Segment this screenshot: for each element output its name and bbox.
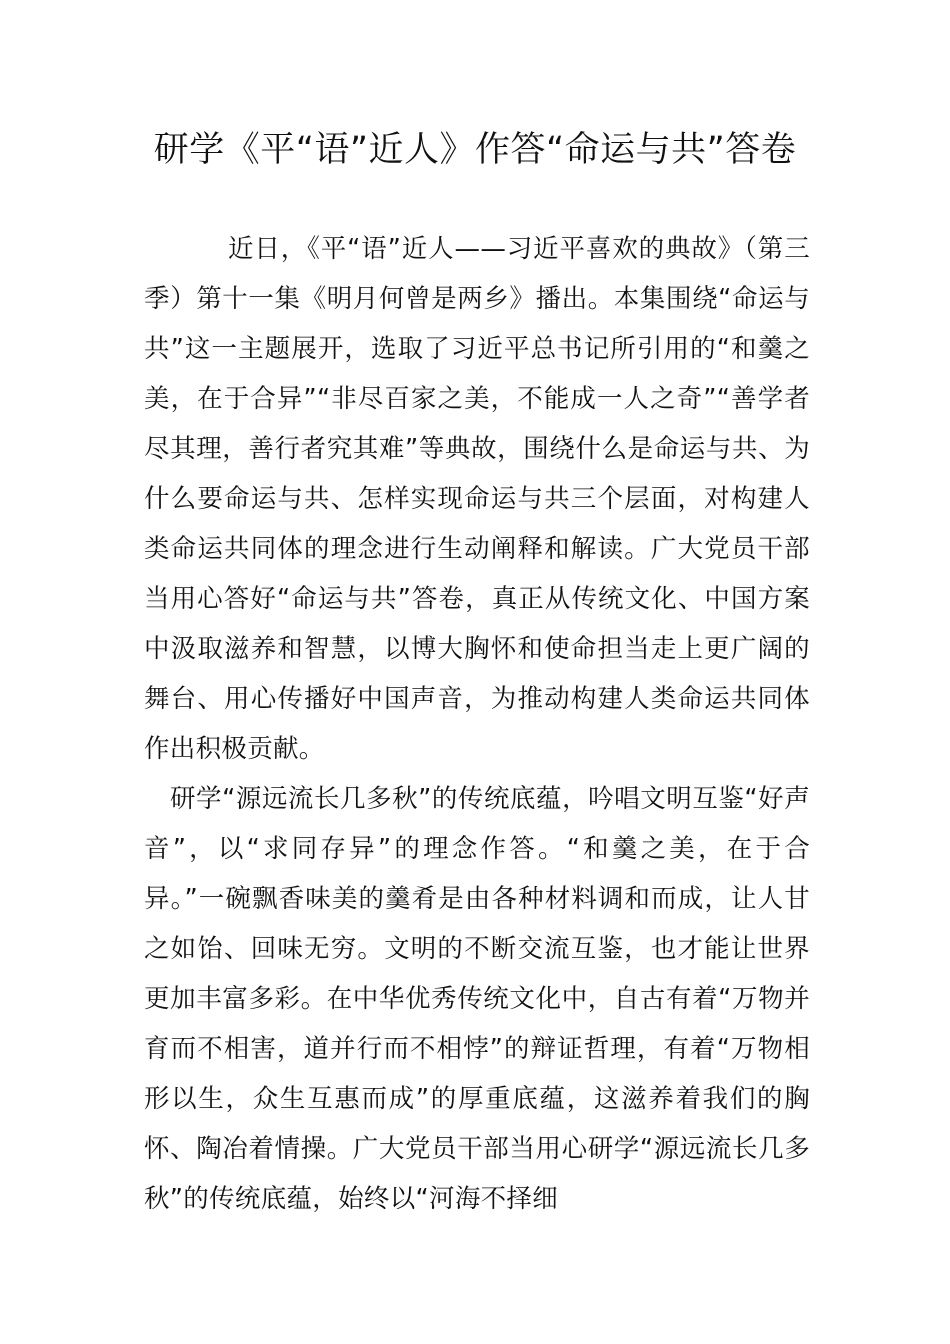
paragraph-2: 研学“源远流长几多秋”的传统底蕴，吟唱文明互鉴“好声音”，以“求同存异”的理念作答。“和羹之美，在于合异。”一碗飘香味美的羹肴是由各种材料调和而成，让人甘之如饴、回味无穷。文明的不断交流互鉴，也才能让世界更加丰富多彩。在中华优秀传统文化中，自古有着“万物并育而不相害，道并行而不相悖”的辩证哲理，有着“万物相形以生，众生互惠而成”的厚重底蕴，这滋养着我们的胸怀、陶冶着情操。广大党员干部当用心研学“源远流长几多秋”的传统底蕴，始终以“河海不择细 <box>144 784 810 1214</box>
document-title: 研学《平“语”近人》作答“命运与共”答卷 <box>153 130 797 170</box>
paragraph-1: 近日，《平“语”近人——习近平喜欢的典故》（第三季）第十一集《明月何曾是两乡》播出。本集围绕“命运与共”这一主题展开，选取了习近平总书记所引用的“和羹之美，在于合异”“非尽百家之美，不能成一人之奇”“善学者尽其理，善行者究其难”等典故，围绕什么是命运与共、为什么要命运与共、怎样实现命运与共三个层面，对构建人类命运共同体的理念进行生动阐释和解读。广大党员干部当用心答好“命运与共”答卷，真正从传统文化、中国方案中汲取滋养和智慧，以博大胸怀和使命担当走上更广阔的舞台、用心传播好中国声音，为推动构建人类命运共同体作出积极贡献。 <box>144 234 810 764</box>
document-body <box>144 224 810 1224</box>
